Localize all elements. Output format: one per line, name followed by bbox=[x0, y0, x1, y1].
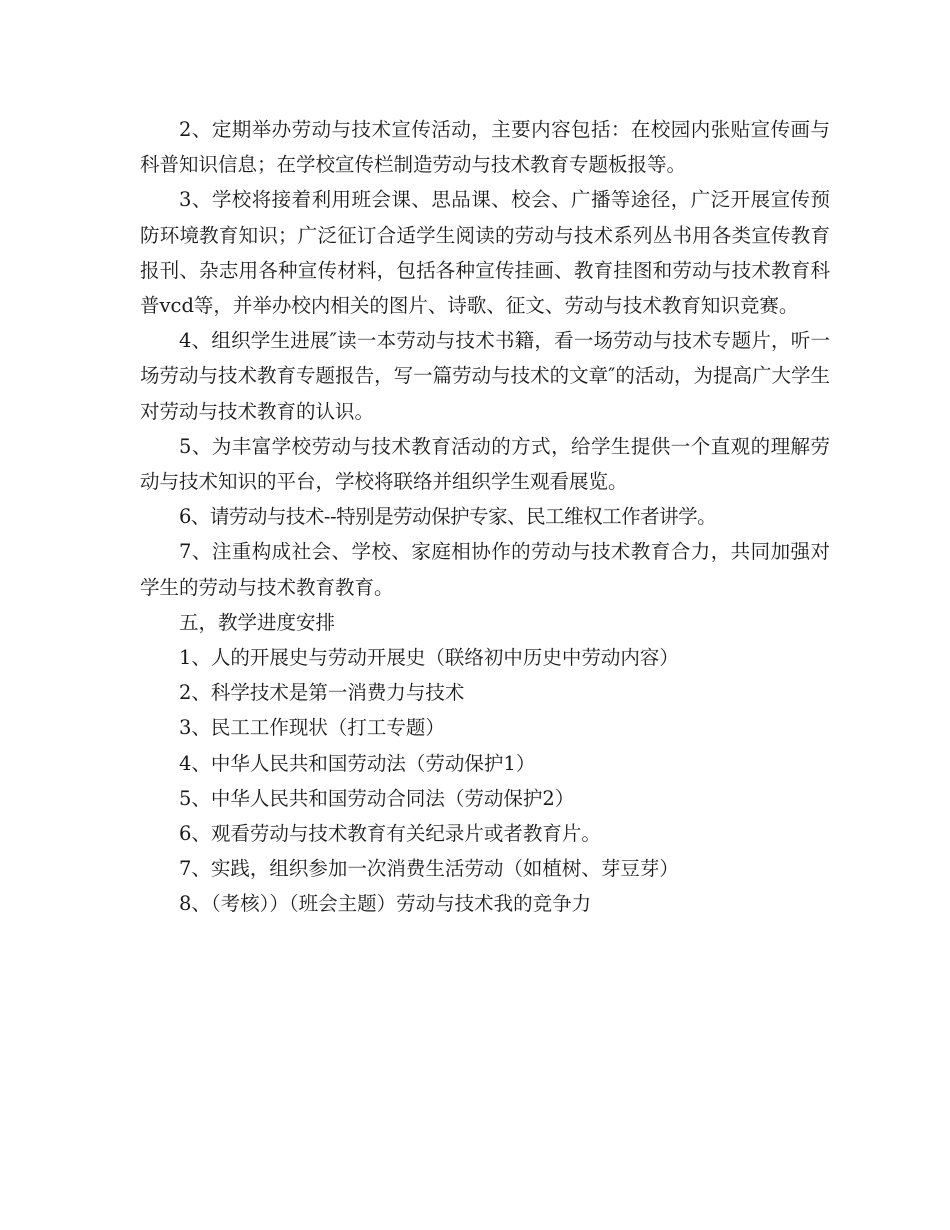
schedule-item-2: 2、科学技术是第一消费力与技术 bbox=[179, 681, 465, 705]
paragraph-item-6-lectures: 6、请劳动与技术--特别是劳动保护专家、民工维权工作者讲学。 bbox=[179, 505, 717, 529]
schedule-item-4: 4、中华人民共和国劳动法（劳动保护1） bbox=[179, 751, 536, 775]
document-body bbox=[140, 112, 830, 922]
schedule-item-1: 1、人的开展史与劳动开展史（联络初中历史中劳动内容） bbox=[179, 646, 679, 670]
schedule-item-6: 6、观看劳动与技术教育有关纪录片或者教育片。 bbox=[179, 822, 601, 846]
paragraph-item-4-activities: 4、组织学生进展″读一本劳动与技术书籍，看一场劳动与技术专题片，听一场劳动与技术教育专题报告，写一篇劳动与技术的文章″的活动，为提高广大学生对劳动与技术教育的认识。 bbox=[140, 329, 830, 423]
paragraph-item-7-cooperation: 7、注重构成社会、学校、家庭相协作的劳动与技术教育合力，共同加强对学生的劳动与技术教育教育。 bbox=[140, 540, 830, 599]
schedule-item-7: 7、实践，组织参加一次消费生活劳动（如植树、芽豆芽） bbox=[179, 857, 679, 881]
paragraph-item-2-promotion: 2、定期举办劳动与技术宣传活动，主要内容包括：在校园内张贴宣传画与科普知识信息；在学校宣传栏制造劳动与技术教育专题板报等。 bbox=[140, 118, 830, 177]
schedule-item-3: 3、民工工作现状（打工专题） bbox=[179, 716, 445, 740]
paragraph-item-3-channels: 3、学校将接着利用班会课、思品课、校会、广播等途径，广泛开展宣传预防环境教育知识；广泛征订合适学生阅读的劳动与技术系列丛书用各类宣传教育报刊、杂志用各种宣传材料，包括各种宣传挂画、教育挂图和劳动与技术教育科普vcd等，并举办校内相关的图片、诗歌、征文、劳动与技术教育知识竞赛。 bbox=[140, 188, 830, 318]
schedule-item-5: 5、中华人民共和国劳动合同法（劳动保护2） bbox=[179, 786, 575, 810]
section-heading-schedule: 五，教学进度安排 bbox=[179, 610, 336, 634]
schedule-item-8: 8、（考核））（班会主题）劳动与技术我的竞争力 bbox=[179, 892, 592, 916]
paragraph-item-5-exhibition: 5、为丰富学校劳动与技术教育活动的方式，给学生提供一个直观的理解劳动与技术知识的平台，学校将联络并组织学生观看展览。 bbox=[140, 434, 830, 494]
